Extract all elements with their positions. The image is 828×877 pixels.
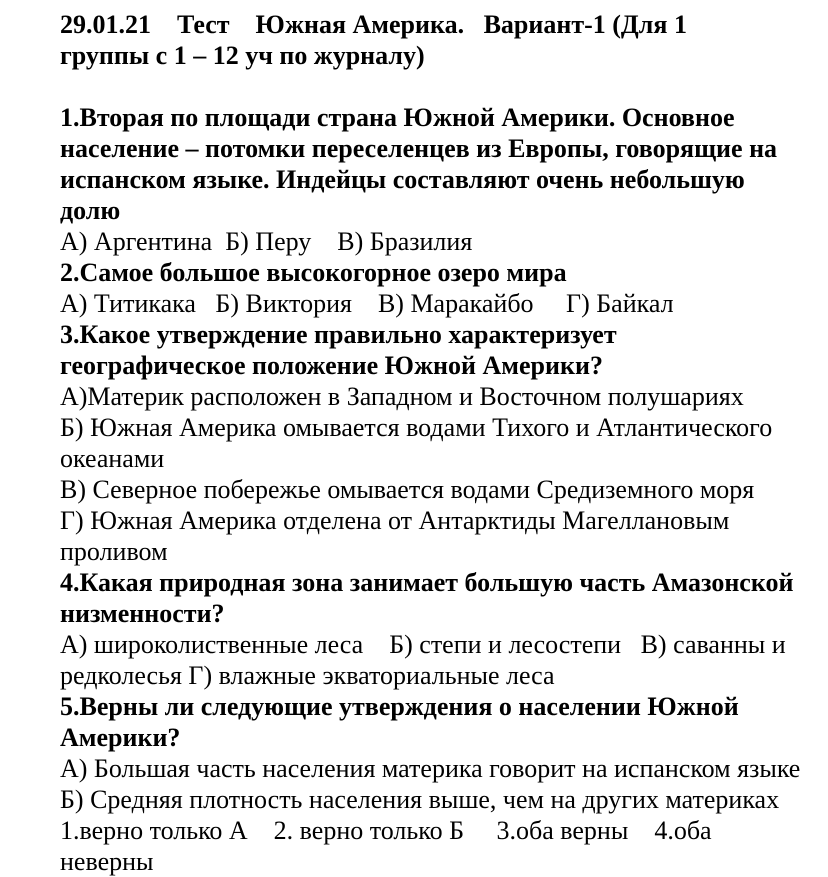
text-line: 5.Верны ли следующие утверждения о населении Южной	[60, 692, 739, 721]
text-line: испанском языке. Индейцы составляют очень небольшую	[60, 165, 745, 194]
question-5-options	[60, 753, 808, 877]
text-line: 3.Какое утверждение правильно характеризует	[60, 320, 617, 349]
text-line: проливом	[60, 537, 168, 566]
text-line: Америки?	[60, 723, 181, 752]
question-5-text	[60, 691, 808, 753]
text-line: А) Титикака Б) Виктория В) Маракайбо Г) Байкал	[60, 289, 674, 318]
text-line: Б) Южная Америка омывается водами Тихого и Атлантического	[60, 413, 773, 442]
text-line: Г) Южная Америка отделена от Антарктиды Магеллановым	[60, 506, 730, 535]
text-line: 1.Вторая по площади страна Южной Америки. Основное	[60, 103, 735, 132]
text-line: долю	[60, 196, 121, 225]
question-2-options	[60, 288, 808, 319]
text-line: редколесья Г) влажные экваториальные леса	[60, 661, 555, 690]
text-line: низменности?	[60, 599, 225, 628]
text-line: А) Большая часть населения материка говорит на испанском языке	[60, 754, 801, 783]
question-3-options	[60, 381, 808, 567]
text-line: А) Аргентина Б) Перу В) Бразилия	[60, 227, 473, 256]
text-line: географическое положение Южной Америки?	[60, 351, 603, 380]
text-line: океанами	[60, 444, 165, 473]
question-1-options	[60, 226, 808, 257]
text-line: В) Северное побережье омывается водами Средиземного моря	[60, 475, 755, 504]
text-line: 1.верно только А 2. верно только Б 3.оба верны 4.оба	[60, 816, 712, 845]
text-line: население – потомки переселенцев из Европы, говорящие на	[60, 134, 778, 163]
text-line: Б) Средняя плотность населения выше, чем на других материках	[60, 785, 780, 814]
question-4-options	[60, 629, 808, 691]
text-line: 2.Самое большое высокогорное озеро мира	[60, 258, 567, 287]
spacer	[60, 71, 808, 102]
text-line: группы с 1 – 12 уч по журналу)	[60, 41, 425, 70]
question-1-text	[60, 102, 808, 226]
question-3-text	[60, 319, 808, 381]
text-line: А)Материк расположен в Западном и Восточном полушариях	[60, 382, 744, 411]
text-line: 4.Какая природная зона занимает большую часть Амазонской	[60, 568, 794, 597]
text-line: 29.01.21 Тест Южная Америка. Вариант-1 (Для 1	[60, 10, 687, 39]
text-line: неверны	[60, 847, 154, 876]
question-4-text	[60, 567, 808, 629]
question-2-text	[60, 257, 808, 288]
text-line: А) широколиственные леса Б) степи и лесостепи В) саванны и	[60, 630, 786, 659]
text-line	[60, 71, 808, 102]
document-title	[60, 9, 808, 71]
